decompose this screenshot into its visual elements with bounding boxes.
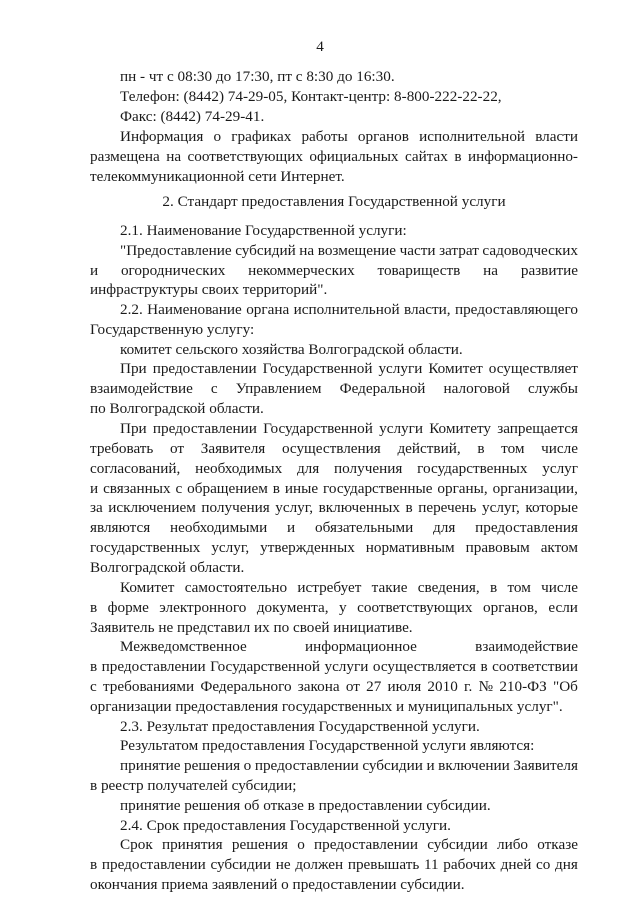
word: действий,	[397, 440, 461, 457]
word: 27	[366, 678, 382, 695]
word: требованиями	[102, 678, 195, 695]
text-line	[90, 679, 578, 695]
word: связанных	[103, 480, 171, 497]
word: и	[90, 480, 99, 497]
word: налоговой	[443, 380, 510, 397]
word: государственных	[90, 539, 201, 556]
text-line	[120, 639, 578, 655]
word: услуги	[324, 658, 369, 675]
word: Межведомственное	[120, 638, 247, 655]
word: Комитету	[429, 420, 492, 437]
word: работы	[301, 128, 348, 145]
text-line: пн - чт с 08:30 до 17:30, пт с 8:30 до 16:30.	[120, 68, 395, 85]
word: предоставления	[475, 519, 578, 536]
word: электронного	[159, 599, 247, 616]
word: с	[175, 480, 183, 497]
text-line: Заявитель не представил их по своей инициативе.	[90, 619, 413, 636]
word: дней	[500, 856, 532, 873]
word: Комитет	[120, 579, 175, 596]
word: Комитет	[428, 360, 483, 377]
word: услуг	[542, 460, 578, 477]
word: дня	[555, 856, 578, 873]
word: Срок	[120, 836, 153, 853]
word: органов	[357, 128, 409, 145]
text-line	[120, 758, 578, 774]
word: являются	[90, 519, 151, 536]
word: субсидий	[235, 242, 296, 259]
word: решения	[184, 757, 241, 774]
word: актом	[540, 539, 578, 556]
word: том	[501, 440, 525, 457]
word: 2010	[427, 678, 458, 695]
text-line: Факс: (8442) 74-29-41.	[120, 108, 265, 125]
text-line	[120, 129, 578, 145]
word: услуг,	[211, 539, 250, 556]
word: организации,	[492, 480, 578, 497]
word: сведения,	[417, 579, 480, 596]
text-line: в реестр получателей субсидии;	[90, 777, 297, 794]
word: числе	[541, 440, 578, 457]
word: рабочих	[443, 856, 496, 873]
word: такие	[371, 579, 408, 596]
word: со	[536, 856, 551, 873]
text-line: Телефон: (8442) 74-29-05, Контакт-центр: 8-800-222-22-22,	[120, 88, 502, 105]
word: в	[480, 658, 488, 675]
word: обращением	[187, 480, 268, 497]
text-line: Государственную услугу:	[90, 321, 255, 338]
word: отказе	[537, 836, 578, 853]
text-line	[120, 302, 578, 318]
word: принятие	[120, 757, 181, 774]
page-number: 4	[316, 38, 324, 55]
word: части	[399, 242, 436, 259]
word: предоставлении	[254, 757, 359, 774]
word: органа	[246, 301, 290, 318]
word: власти	[535, 128, 578, 145]
word: услуги	[378, 360, 423, 377]
word: Федеральной	[339, 380, 426, 397]
word: графиках	[231, 128, 292, 145]
word: за	[90, 499, 103, 516]
text-line	[120, 361, 578, 377]
word: том	[507, 579, 531, 596]
text-line: окончания приема заявлений о предоставлении субсидии.	[90, 876, 465, 893]
word: исполнительной	[419, 128, 526, 145]
word: субсидии	[427, 836, 488, 853]
word: и	[426, 757, 435, 774]
word: затрат	[439, 242, 479, 259]
word: предоставлении	[152, 360, 257, 377]
text-line	[90, 263, 578, 279]
word: размещена	[90, 148, 160, 165]
word: органов,	[483, 599, 538, 616]
word: в	[90, 599, 98, 616]
text-line	[90, 659, 578, 675]
word: о	[297, 836, 305, 853]
word: Информация	[120, 128, 204, 145]
word: Заявителя	[200, 440, 266, 457]
word: с	[90, 678, 97, 695]
word: 2.2.	[120, 301, 143, 318]
word: закона	[297, 678, 340, 695]
word: 210-ФЗ	[499, 678, 547, 695]
word: При	[120, 420, 147, 437]
word: сайтах	[404, 148, 448, 165]
word: Наименование	[147, 301, 242, 318]
word: у	[339, 599, 347, 616]
word: нормативным	[365, 539, 455, 556]
text-line	[90, 600, 578, 616]
text-line	[120, 243, 578, 259]
word: не	[275, 856, 291, 873]
text-line	[120, 421, 578, 437]
word: соответствующих	[357, 599, 473, 616]
word: от	[345, 678, 360, 695]
text-line	[90, 441, 578, 457]
word: власти,	[403, 301, 451, 318]
word: в	[477, 440, 485, 457]
word: предоставлении	[101, 856, 206, 873]
word: с	[210, 380, 218, 397]
word: включении	[438, 757, 510, 774]
word: в	[90, 658, 98, 675]
word: документа,	[256, 599, 329, 616]
word: обязательными	[315, 519, 414, 536]
text-line: 2.3. Результат предоставления Государственной услуги.	[120, 718, 480, 735]
text-line: принятие решения об отказе в предоставлении субсидии.	[120, 797, 491, 814]
text-line	[90, 149, 578, 165]
word: субсидии	[210, 856, 272, 873]
word: включенных	[318, 499, 400, 516]
word: необходимыми	[170, 519, 268, 536]
word: требовать	[90, 440, 154, 457]
word: и	[287, 519, 296, 536]
word: в	[489, 579, 498, 596]
word: возмещение	[317, 242, 396, 259]
word: получения	[334, 460, 403, 477]
word: предоставлении	[152, 420, 257, 437]
text-line: инфраструктуры своих территорий".	[90, 281, 328, 298]
word: соответствии	[492, 658, 578, 675]
word: на	[166, 148, 182, 165]
text-line: Волгоградской области.	[90, 559, 245, 576]
word: "Об	[553, 678, 578, 695]
word: информационно-	[467, 148, 578, 165]
text-line	[120, 837, 578, 853]
text-line	[90, 857, 578, 873]
text-line: комитет сельского хозяйства Волгоградской области.	[120, 341, 463, 358]
word: для	[296, 460, 320, 477]
word: "Предоставление	[120, 242, 232, 259]
word: 11	[423, 856, 439, 873]
text-line	[90, 461, 578, 477]
word: товариществ	[377, 262, 461, 279]
word: г.	[464, 678, 473, 695]
word: должен	[295, 856, 344, 873]
word: и	[90, 262, 99, 279]
word: согласований,	[90, 460, 181, 477]
word: июля	[387, 678, 422, 695]
word: либо	[497, 836, 529, 853]
word: информационное	[305, 638, 417, 655]
text-line	[120, 580, 578, 596]
word: исключением	[108, 499, 196, 516]
word: получения	[201, 499, 270, 516]
word: Государственной	[262, 360, 373, 377]
word: взаимодействие	[90, 380, 193, 397]
word: огороднических	[120, 262, 226, 279]
word: осуществляется	[372, 658, 476, 675]
text-line	[90, 381, 578, 397]
word: исполнительной	[293, 301, 400, 318]
text-line	[90, 500, 578, 516]
word: необходимых	[195, 460, 283, 477]
word: При	[120, 360, 147, 377]
word: правовым	[465, 539, 530, 556]
word: службы	[528, 380, 578, 397]
text-line	[90, 540, 578, 556]
word: №	[478, 678, 494, 695]
word: некоммерческих	[248, 262, 355, 279]
word: государственные	[323, 480, 433, 497]
word: перечень	[418, 499, 477, 516]
word: в	[454, 148, 462, 165]
word: услуги	[379, 420, 423, 437]
word: на	[483, 262, 499, 279]
text-line: телекоммуникационной сети Интернет.	[90, 168, 345, 185]
word: форме	[107, 599, 149, 616]
text-line: 2.1. Наименование Государственной услуги:	[120, 222, 407, 239]
word: превышать	[347, 856, 420, 873]
word: Заявителя	[513, 757, 578, 774]
word: субсидии	[362, 757, 423, 774]
text-line: по Волгоградской области.	[90, 400, 264, 417]
word: услуг,	[482, 499, 520, 516]
word: утвержденных	[260, 539, 355, 556]
text-line: организации предоставления государственных и муниципальных услуг".	[90, 698, 563, 715]
word: истребует	[297, 579, 362, 596]
word: иные	[284, 480, 319, 497]
word: для	[433, 519, 456, 536]
word: официальных	[309, 148, 399, 165]
word: о	[213, 128, 222, 145]
text-line: 2.4. Срок предоставления Государственной услуги.	[120, 817, 451, 834]
word: осуществляет	[488, 360, 578, 377]
word: Федерального	[200, 678, 292, 695]
word: предоставляющего	[454, 301, 578, 318]
word: Управлением	[235, 380, 322, 397]
text-line	[90, 481, 578, 497]
text-line: Результатом предоставления Государственной услуги являются:	[120, 737, 535, 754]
word: числе	[541, 579, 578, 596]
word: Государственной	[210, 658, 320, 675]
word: которые	[525, 499, 578, 516]
word: услуг,	[275, 499, 314, 516]
word: решения	[231, 836, 288, 853]
word: в	[405, 499, 413, 516]
word: запрещается	[497, 420, 578, 437]
word: соответствующих	[187, 148, 303, 165]
word: Государственной	[263, 420, 373, 437]
word: государственных	[417, 460, 528, 477]
word: предоставлении	[101, 658, 206, 675]
word: в	[90, 856, 98, 873]
word: о	[243, 757, 252, 774]
word: от	[170, 440, 185, 457]
word: органы,	[437, 480, 488, 497]
word: предоставлении	[314, 836, 418, 853]
word: в	[272, 480, 280, 497]
word: садоводческих	[482, 242, 578, 259]
word: самостоятельно	[184, 579, 288, 596]
word: на	[299, 242, 315, 259]
word: если	[548, 599, 578, 616]
text-line: 2. Стандарт предоставления Государственной услуги	[162, 193, 506, 210]
word: принятия	[161, 836, 223, 853]
text-line	[90, 520, 578, 536]
word: развитие	[520, 262, 578, 279]
word: взаимодействие	[475, 638, 578, 655]
word: осуществления	[281, 440, 381, 457]
